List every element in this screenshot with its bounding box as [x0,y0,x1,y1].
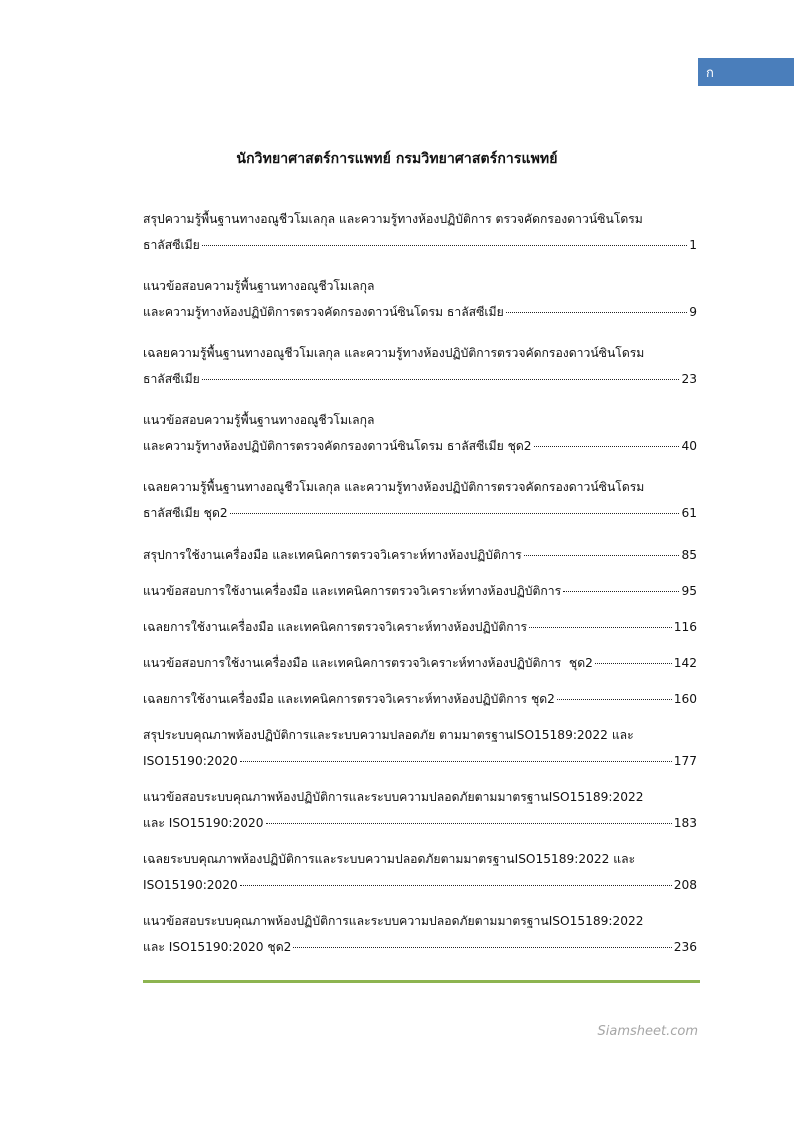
toc-entry[interactable] [143,908,697,960]
toc-page-number: 40 [681,439,697,453]
toc-page-number: 208 [673,878,697,892]
dot-leader [240,761,672,762]
toc-page-number: 23 [681,372,697,386]
dot-leader [557,699,672,700]
toc-entry[interactable] [143,784,697,836]
toc-entry[interactable] [143,578,697,604]
toc-entry-text: สรุประบบคุณภาพห้องปฏิบัติการและระบบความปลอดภัย ตามมาตรฐานISO15189:2022 และ [143,728,634,742]
toc-entry-leader-line [143,433,697,459]
toc-entry-leader-line [143,542,697,568]
dot-leader [524,555,680,556]
table-of-contents [143,206,697,960]
toc-entry-text: แนวข้อสอบความรู้พื้นฐานทางอณูชีวโมเลกุล [143,279,375,293]
toc-entry-leader-line [143,748,697,774]
toc-page-number: 160 [673,692,697,706]
toc-page-number: 236 [673,940,697,954]
toc-entry-text: ISO15190:2020 [143,754,238,768]
toc-entry[interactable] [143,542,697,568]
toc-entry-leader-line [143,650,697,676]
toc-entry-text: ธาลัสซีเมีย [143,238,200,252]
dot-leader [506,312,688,313]
toc-entry-text: เฉลยการใช้งานเครื่องมือ และเทคนิคการตรวจวิเคราะห์ทางห้องปฏิบัติการ ชุด2 [143,692,555,706]
toc-entry-text: และความรู้ทางห้องปฏิบัติการตรวจคัดกรองดาวน์ซินโดรม ธาลัสซีเมีย [143,305,504,319]
toc-entry-text: เฉลยความรู้พื้นฐานทางอณูชีวโมเลกุล และความรู้ทางห้องปฏิบัติการตรวจคัดกรองดาวน์ซินโดรม [143,480,645,494]
toc-entry-text: และ ISO15190:2020 ชุด2 [143,940,292,954]
toc-entry[interactable] [143,614,697,640]
toc-entry-leader-line [143,500,697,526]
toc-entry-text: ธาลัสซีเมีย ชุด2 [143,506,228,520]
toc-entry-leader-line [143,232,697,258]
toc-entry-text: เฉลยความรู้พื้นฐานทางอณูชีวโมเลกุล และความรู้ทางห้องปฏิบัติการตรวจคัดกรองดาวน์ซินโดรม [143,346,645,360]
toc-entry-text: และ ISO15190:2020 [143,816,264,830]
dot-leader [230,513,680,514]
toc-page-number: 1 [689,238,697,252]
toc-entry-leader-line [143,614,697,640]
toc-entry-leader-line [143,299,697,325]
toc-entry[interactable] [143,686,697,712]
toc-entry-text: แนวข้อสอบการใช้งานเครื่องมือ และเทคนิคการตรวจวิเคราะห์ทางห้องปฏิบัติการ ชุด2 [143,656,593,670]
toc-entry[interactable] [143,722,697,774]
dot-leader [534,446,680,447]
toc-entry-leader-line [143,810,697,836]
page-title: นักวิทยาศาสตร์การแพทย์ กรมวิทยาศาสตร์การแพทย์ [236,151,558,167]
dot-leader [240,885,672,886]
toc-entry-text: และความรู้ทางห้องปฏิบัติการตรวจคัดกรองดาวน์ซินโดรม ธาลัสซีเมีย ชุด2 [143,439,532,453]
toc-entry[interactable] [143,206,697,258]
toc-page-number: 95 [681,584,697,598]
toc-entry-text: แนวข้อสอบระบบคุณภาพห้องปฏิบัติการและระบบความปลอดภัยตามมาตรฐานISO15189:2022 [143,790,644,804]
toc-entry-text: เฉลยการใช้งานเครื่องมือ และเทคนิคการตรวจวิเคราะห์ทางห้องปฏิบัติการ [143,620,528,634]
toc-page-number: 61 [681,506,697,520]
dot-leader [202,245,687,246]
toc-entry-text: เฉลยระบบคุณภาพห้องปฏิบัติการและระบบความปลอดภัยตามมาตรฐานISO15189:2022 และ [143,852,636,866]
dot-leader [595,663,672,664]
toc-entry[interactable] [143,340,697,392]
toc-entry-text: แนวข้อสอบความรู้พื้นฐานทางอณูชีวโมเลกุล [143,413,375,427]
dot-leader [202,379,680,380]
dot-leader [529,627,672,628]
page-number-tab: ก [698,58,794,86]
toc-entry-leader-line [143,578,697,604]
toc-page-number: 142 [673,656,697,670]
footer-website: Siamsheet.com [597,1024,698,1039]
toc-entry-leader-line [143,366,697,392]
toc-page-number: 9 [689,305,697,319]
toc-entry[interactable] [143,407,697,459]
dot-leader [266,823,672,824]
toc-entry-leader-line [143,872,697,898]
toc-page-number: 85 [681,548,697,562]
dot-leader [293,947,671,948]
toc-page-number: 183 [673,816,697,830]
toc-entry-leader-line [143,934,697,960]
toc-entry-text: ธาลัสซีเมีย [143,372,200,386]
toc-entry-text: ISO15190:2020 [143,878,238,892]
toc-entry-leader-line [143,686,697,712]
toc-entry-text: สรุปความรู้พื้นฐานทางอณูชีวโมเลกุล และความรู้ทางห้องปฏิบัติการ ตรวจคัดกรองดาวน์ซินโดรม [143,212,643,226]
toc-entry[interactable] [143,846,697,898]
toc-page-number: 177 [673,754,697,768]
toc-entry[interactable] [143,650,697,676]
toc-page-number: 116 [673,620,697,634]
toc-entry-text: แนวข้อสอบการใช้งานเครื่องมือ และเทคนิคการตรวจวิเคราะห์ทางห้องปฏิบัติการ [143,584,562,598]
toc-entry-text: สรุปการใช้งานเครื่องมือ และเทคนิคการตรวจวิเคราะห์ทางห้องปฏิบัติการ [143,548,522,562]
dot-leader [563,591,679,592]
toc-entry[interactable] [143,474,697,526]
footer-divider [143,980,700,983]
toc-entry[interactable] [143,273,697,325]
toc-entry-text: แนวข้อสอบระบบคุณภาพห้องปฏิบัติการและระบบความปลอดภัยตามมาตรฐานISO15189:2022 [143,914,644,928]
